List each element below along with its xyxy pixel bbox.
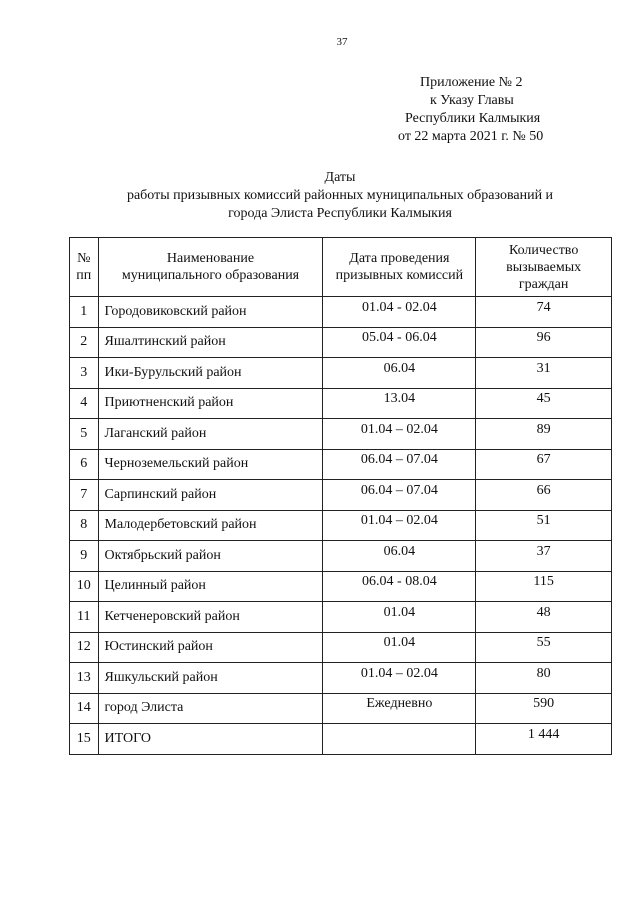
header-num bbox=[70, 238, 99, 297]
row-count-text: 89 bbox=[536, 421, 551, 437]
row-name: Юстинский район bbox=[98, 632, 323, 663]
header-date bbox=[323, 238, 476, 297]
table-row bbox=[70, 297, 612, 328]
row-name: Октябрьский район bbox=[98, 541, 323, 572]
table-row bbox=[70, 419, 612, 450]
table-row bbox=[70, 632, 612, 663]
table-body bbox=[70, 297, 612, 755]
appendix-line-3: Республики Калмыкия bbox=[405, 111, 541, 126]
row-count bbox=[476, 388, 612, 419]
row-name: ИТОГО bbox=[98, 724, 323, 755]
row-count bbox=[476, 724, 612, 755]
row-num: 13 bbox=[70, 663, 99, 694]
header-name bbox=[98, 238, 323, 297]
row-name: Яшалтинский район bbox=[98, 327, 323, 358]
row-name: Черноземельский район bbox=[98, 449, 323, 480]
row-date-text: 13.04 bbox=[383, 391, 416, 407]
table-row-total bbox=[70, 724, 612, 755]
row-name: Сарпинский район bbox=[98, 480, 323, 511]
row-count-text: 74 bbox=[536, 299, 551, 315]
table-row bbox=[70, 358, 612, 389]
title-line-3: города Элиста Республики Калмыкия bbox=[228, 206, 452, 221]
row-count bbox=[476, 510, 612, 541]
row-num: 6 bbox=[70, 449, 99, 480]
title-line-2: работы призывных комиссий районных муниципальных образований и bbox=[126, 188, 554, 203]
row-date bbox=[323, 571, 476, 602]
appendix-line-1: Приложение № 2 bbox=[420, 75, 523, 90]
row-num: 1 bbox=[70, 297, 99, 328]
row-num: 10 bbox=[70, 571, 99, 602]
row-count bbox=[476, 358, 612, 389]
row-date bbox=[323, 419, 476, 450]
row-name: Приютненский район bbox=[98, 388, 323, 419]
row-count-text: 31 bbox=[536, 360, 551, 376]
header-count bbox=[476, 238, 612, 297]
header-date-line-1: Дата проведения bbox=[349, 251, 450, 266]
row-date-text: 06.04 bbox=[383, 543, 416, 559]
document-title bbox=[60, 169, 620, 223]
row-num: 11 bbox=[70, 602, 99, 633]
header-date-line-2: призывных комиссий bbox=[335, 268, 464, 283]
table-row bbox=[70, 480, 612, 511]
header-count-line-2: вызываемых bbox=[506, 259, 582, 275]
row-date-text: 01.04 - 02.04 bbox=[362, 299, 437, 315]
table-header-row bbox=[70, 238, 612, 297]
row-date-text: 01.04 – 02.04 bbox=[360, 513, 438, 529]
row-count-text: 37 bbox=[536, 543, 551, 559]
row-count-text: 115 bbox=[533, 574, 554, 590]
row-count-text: 48 bbox=[536, 604, 551, 620]
row-date-text: 01.04 bbox=[383, 604, 416, 620]
row-date bbox=[323, 663, 476, 694]
table-row bbox=[70, 449, 612, 480]
row-num: 15 bbox=[70, 724, 99, 755]
row-num: 5 bbox=[70, 419, 99, 450]
commissions-table bbox=[69, 237, 612, 755]
row-num: 9 bbox=[70, 541, 99, 572]
table-row bbox=[70, 388, 612, 419]
row-date-text: 06.04 – 07.04 bbox=[360, 452, 438, 468]
row-num: 7 bbox=[70, 480, 99, 511]
row-name: город Элиста bbox=[98, 693, 323, 724]
row-num: 4 bbox=[70, 388, 99, 419]
row-count bbox=[476, 602, 612, 633]
row-date-text: 01.04 – 02.04 bbox=[360, 421, 438, 437]
row-name: Целинный район bbox=[98, 571, 323, 602]
row-count bbox=[476, 297, 612, 328]
appendix-header bbox=[380, 74, 620, 146]
header-name-line-2: муниципального образования bbox=[121, 268, 300, 283]
row-num: 3 bbox=[70, 358, 99, 389]
row-num: 14 bbox=[70, 693, 99, 724]
row-count-text: 67 bbox=[536, 452, 551, 468]
table-row bbox=[70, 602, 612, 633]
row-date-text: 06.04 – 07.04 bbox=[360, 482, 438, 498]
row-date bbox=[323, 480, 476, 511]
header-name-line-1: Наименование bbox=[166, 251, 255, 266]
table-row bbox=[70, 663, 612, 694]
header-num-line-1: № bbox=[77, 251, 91, 266]
row-date bbox=[323, 602, 476, 633]
title-line-1: Даты bbox=[324, 170, 356, 185]
table-row bbox=[70, 327, 612, 358]
row-count-text: 51 bbox=[536, 513, 551, 529]
row-count-text: 96 bbox=[536, 330, 551, 346]
row-num: 8 bbox=[70, 510, 99, 541]
row-count bbox=[476, 663, 612, 694]
row-date-text: 01.04 bbox=[383, 635, 416, 651]
row-name: Малодербетовский район bbox=[98, 510, 323, 541]
row-date bbox=[323, 632, 476, 663]
row-name: Лаганский район bbox=[98, 419, 323, 450]
row-date-text: Ежедневно bbox=[366, 696, 433, 712]
row-date bbox=[323, 510, 476, 541]
row-date bbox=[323, 449, 476, 480]
row-count bbox=[476, 480, 612, 511]
row-name: Ики-Бурульский район bbox=[98, 358, 323, 389]
page-number: 37 bbox=[336, 36, 348, 48]
row-date-text: 01.04 – 02.04 bbox=[360, 665, 438, 681]
table-row bbox=[70, 541, 612, 572]
row-count-text: 55 bbox=[536, 635, 551, 651]
row-date bbox=[323, 724, 476, 755]
row-name: Кетченеровский район bbox=[98, 602, 323, 633]
row-date bbox=[323, 358, 476, 389]
row-date bbox=[323, 388, 476, 419]
row-count bbox=[476, 632, 612, 663]
header-count-line-3: граждан bbox=[518, 276, 569, 292]
row-count-text: 45 bbox=[536, 391, 551, 407]
row-count bbox=[476, 327, 612, 358]
row-date bbox=[323, 297, 476, 328]
row-num: 2 bbox=[70, 327, 99, 358]
row-name: Городовиковский район bbox=[98, 297, 323, 328]
row-date bbox=[323, 541, 476, 572]
row-count-text: 80 bbox=[536, 665, 551, 681]
table-row bbox=[70, 693, 612, 724]
row-count bbox=[476, 571, 612, 602]
appendix-line-4: от 22 марта 2021 г. № 50 bbox=[398, 129, 544, 144]
row-count bbox=[476, 693, 612, 724]
row-date bbox=[323, 693, 476, 724]
header-num-line-2: пп bbox=[76, 268, 92, 283]
row-date-text: 06.04 - 08.04 bbox=[362, 574, 437, 590]
row-count bbox=[476, 419, 612, 450]
row-count bbox=[476, 449, 612, 480]
row-name: Яшкульский район bbox=[98, 663, 323, 694]
row-count bbox=[476, 541, 612, 572]
table-row bbox=[70, 510, 612, 541]
row-date bbox=[323, 327, 476, 358]
table-row bbox=[70, 571, 612, 602]
row-num: 12 bbox=[70, 632, 99, 663]
row-count-text: 590 bbox=[533, 696, 555, 712]
row-count-text: 1 444 bbox=[527, 726, 560, 742]
row-date-text: 05.04 - 06.04 bbox=[362, 330, 437, 346]
appendix-line-2: к Указу Главы bbox=[430, 93, 514, 108]
row-date-text: 06.04 bbox=[383, 360, 416, 376]
header-count-line-1: Количество bbox=[508, 242, 579, 258]
row-count-text: 66 bbox=[536, 482, 551, 498]
